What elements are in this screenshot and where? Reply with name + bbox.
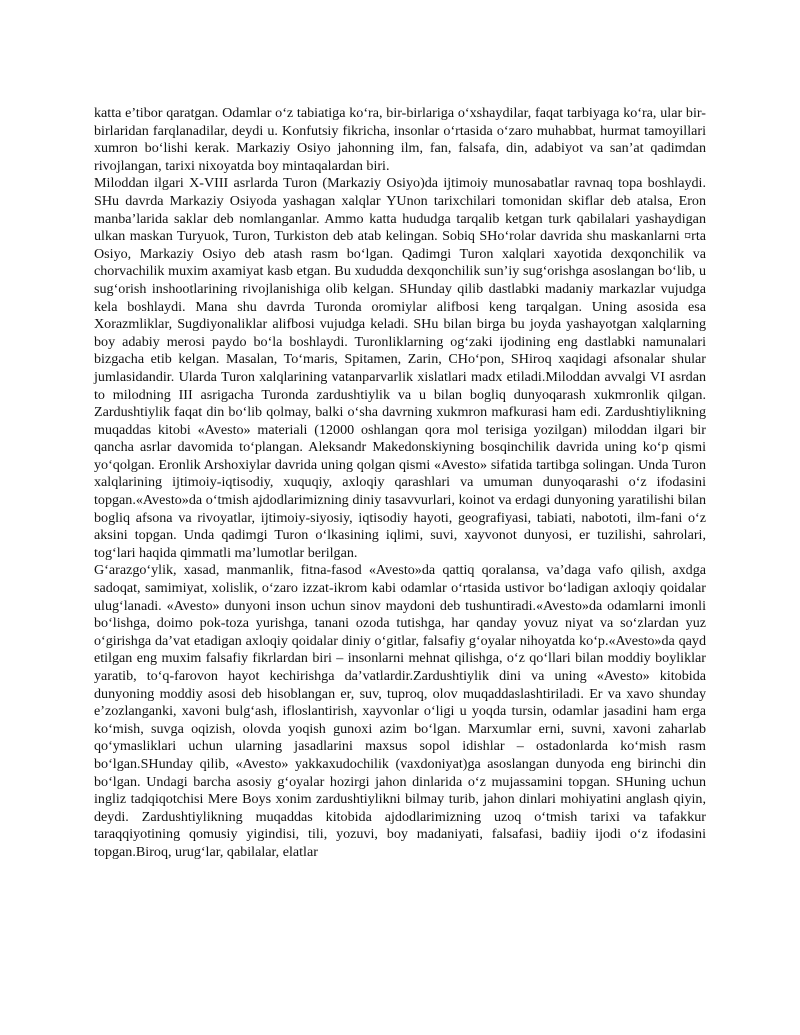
document-page (94, 105, 706, 862)
paragraph-2: Miloddan ilgari X-VIII asrlarda Turon (Markaziy Osiyo)da ijtimoiy munosabatlar ravnaq topa boshlaydi. SHu davrda Markaziy Osiyoda yashagan xalqlar YUnon tarixchilari tomonidan skiflar deb atalsa, Eron manba’larida saklar deb nomlanganlar. Ammo katta hududga tarqalib ketgan turk qabilalari yashaydigan ulkan maskan Turyuok, Turon, Turkiston deb atab kelingan. Sobiq SHo‘rolar davrida shu maskanlarni ¤rta Osiyo, Markaziy Osiyo deb atash rasm bo‘lgan. Qadimgi Turon xalqlari xayotida dexqonchilik va chorvachilik muxim axamiyat kasb etgan. Bu xududda dexqonchilik sun’iy sug‘orishga asoslangan bo‘lib, u sug‘orish inshootlarining rivojlanishiga olib kelgan. SHunday qilib dastlabki madaniy markazlar vujudga kela boshlaydi. Mana shu davrda Turonda oromiylar alifbosi keng tarqalgan. Uning asosida esa Xorazmliklar, Sugdiyonaliklar alifbosi vujudga keladi. SHu bilan birga bu joyda yashayotgan xalqlarning boy adabiy merosi paydo bo‘la boshlaydi. Turonliklarning og‘zaki ijodining eng dastlabki namunalari bizgacha etib kelgan. Masalan, To‘maris, Spitamen, Zarin, CHo‘pon, SHiroq xaqidagi afsonalar shular jumlasidandir. Ularda Turon xalqlarining vatanparvarlik xislatlari madx etiladi.Miloddan avvalgi VI asrdan to milodning III asrigacha Turonda zardushtiylik va u bilan bogliq dunyoqarash xukmronlik qilgan. Zardushtiylik faqat din bo‘lib qolmay, balki o‘sha davrning xukmron mafkurasi ham edi. Zardushtiylikning muqaddas kitobi «Avesto» materiali (12000 oshlangan qora mol terisiga yozilgan) miloddan ilgari bir qancha asrlar davomida to‘plangan. Aleksandr Makedonskiyning bosqinchilik davrida uning ko‘p qismi yo‘qolgan. Eronlik Arshoxiylar davrida uning qolgan qismi «Avesto» sifatida tartibga solingan. Unda Turon xalqlarining ijtimoiy-iqtisodiy, xuquqiy, axloqiy qarashlari va umuman dunyoqarashi o‘z ifodasini topgan.«Avesto»da o‘tmish ajdodlarimizning diniy tasavvurlari, koinot va erdagi dunyoning yaratilishi bilan bogliq afsona va rivoyatlar, ijtimoiy-siyosiy, iqtisodiy hayoti, geografiyasi, tabiati, nabototi, ilm-fani o‘z aksini topgan. Unda qadimgi Turon o‘lkasining iqlimi, suvi, xayvonot dunyosi, er tuzilishi, sahrolari, tog‘lari haqida qimmatli ma’lumotlar berilgan. (94, 175, 706, 561)
paragraph-3: G‘arazgo‘ylik, xasad, manmanlik, fitna-fasod «Avesto»da qattiq qoralansa, va’daga vafo qilish, axdga sadoqat, samimiyat, xolislik, o‘zaro izzat-ikrom kabi odamlar o‘rtasida ustivor bo‘ladigan axloqiy qoidalar ulug‘lanadi. «Avesto» dunyoni inson uchun sinov maydoni deb tushuntiradi.«Avesto»da odamlarni imonli bo‘lishga, doimo pok-toza yurishga, tanani ozoda tutishga, har qanday yovuz niyat va so‘zlardan yuz o‘girishga da’vat etadigan axloqiy qoidalar diniy o‘gitlar, falsafiy g‘oyalar nihoyatda ko‘p.«Avesto»da qayd etilgan eng muxim falsafiy fikrlardan biri – insonlarni mehnat qilishga, o‘z qo‘llari bilan moddiy boyliklar yaratib, to‘q-farovon hayot kechirishga da’vatlardir.Zardushtiylik dini va uning «Avesto» kitobida dunyoning moddiy asosi deb hisoblangan er, suv, tuproq, olov muqaddaslashtiriladi. Er va xavo shunday e’zozlanganki, xavoni bulg‘ash, ifloslantirish, xayvonlar o‘ligi u yoqda tursin, odamlar jasadini ham erga ko‘mish, suvga oqizish, olovda yoqish gunoxi azim bo‘lgan. Marxumlar erni, suvni, xavoni zaharlab qo‘ymasliklari uchun ularning jasadlarini maxsus sopol idishlar – ostadonlarda ko‘mish rasm bo‘lgan.SHunday qilib, «Avesto» yakkaxudochilik (vaxdoniyat)ga asoslangan dunyoda eng birinchi din bo‘lgan. Undagi barcha asosiy g‘oyalar hozirgi jahon dinlarida o‘z mujassamini topgan. SHuning uchun ingliz tadqiqotchisi Mere Boys xonim zardushtiylikni bilmay turib, jahon dinlari mohiyatini anglash qiyin, deydi. Zardushtiylikning muqaddas kitobida ajdodlarimizning uzoq o‘tmish tarixi va tafakkur taraqqiyotining qomusiy yigindisi, tili, yozuvi, boy madaniyati, falsafasi, badiiy ijodi o‘z ifodasini topgan.Biroq, urug‘lar, qabilalar, elatlar (94, 562, 706, 860)
paragraph-1: katta e’tibor qaratgan. Odamlar o‘z tabiatiga ko‘ra, bir-birlariga o‘xshaydilar, faqat tarbiyaga ko‘ra, ular bir-birlaridan farqlanadilar, deydi u. Konfutsiy fikricha, insonlar o‘rtasida o‘zaro muhabbat, hurmat tamoyillari xumron bo‘lishi kerak. Markaziy Osiyo jahonning ilm, fan, falsafa, din, adabiyot va san’at qadimdan rivojlangan, tarixi nixoyatda boy mintaqalardan biri. (94, 105, 706, 174)
